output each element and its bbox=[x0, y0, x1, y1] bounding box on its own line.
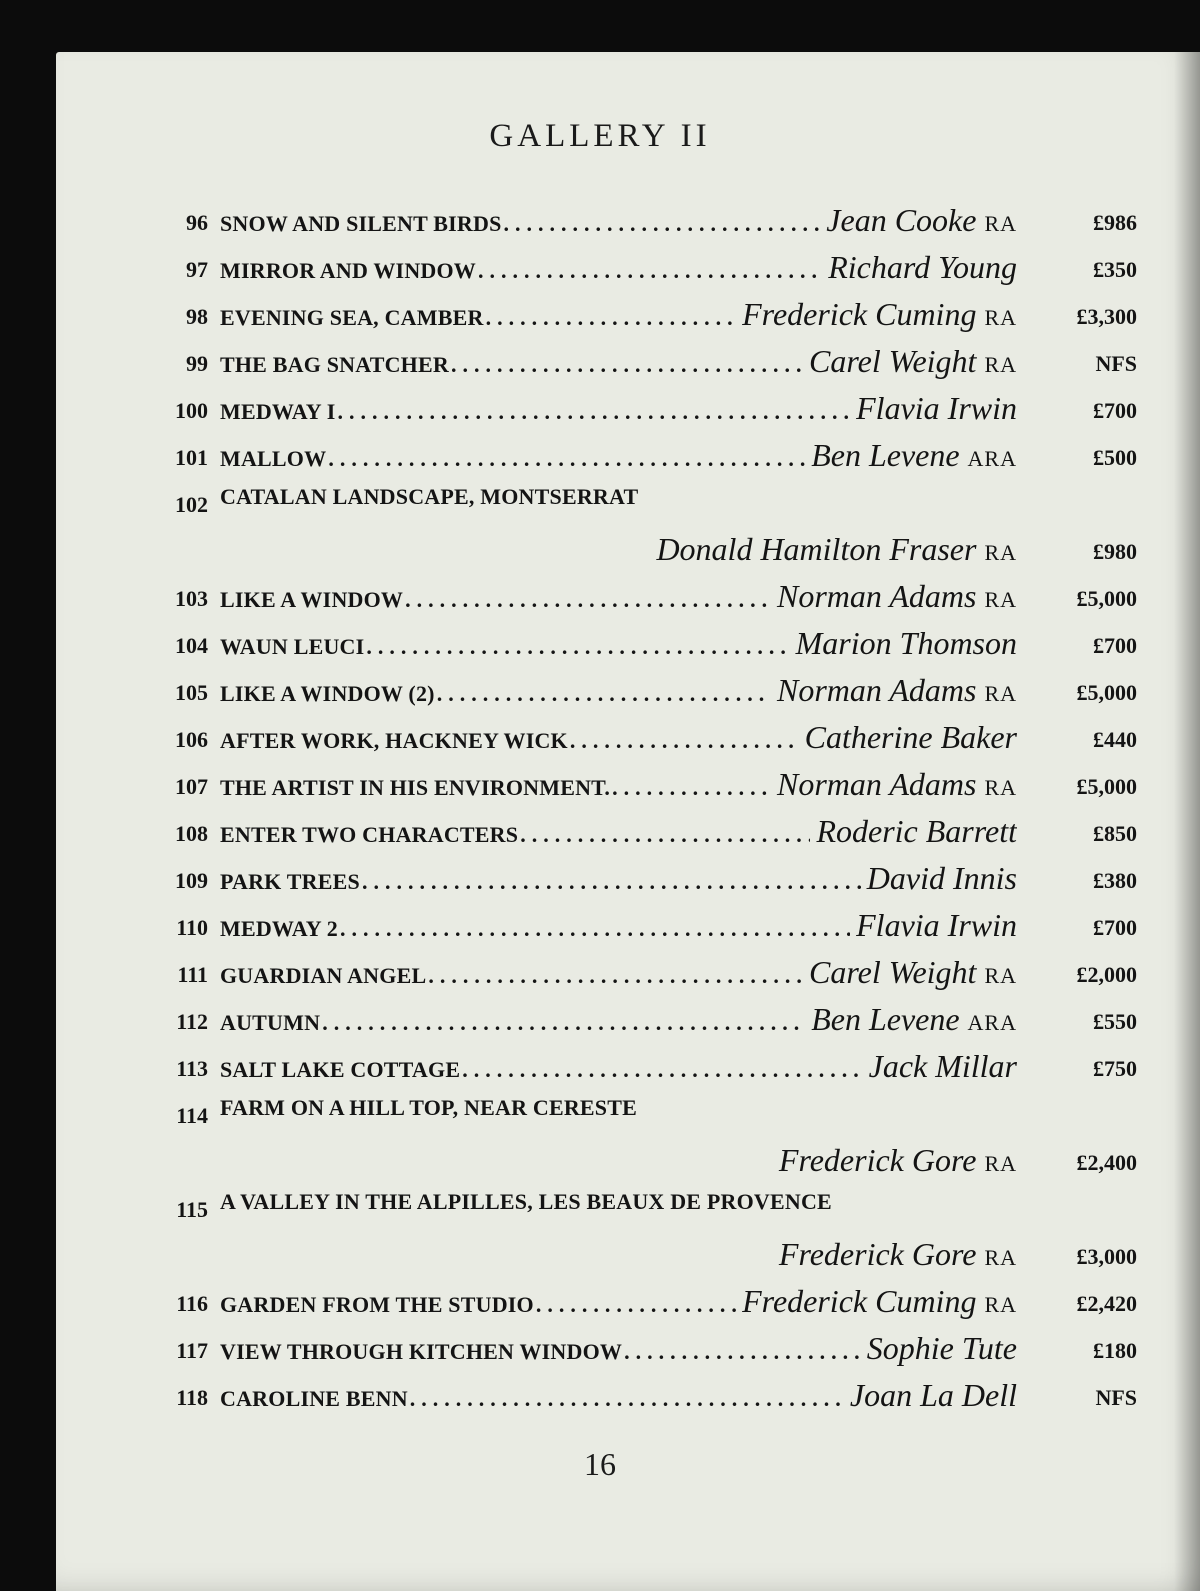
entry-artist: Frederick Cuming bbox=[742, 1283, 977, 1319]
entry-price: £980 bbox=[1093, 539, 1137, 564]
entry-artist: David Innis bbox=[866, 860, 1017, 896]
catalogue-entry bbox=[0, 384, 1200, 430]
entry-title: MEDWAY I bbox=[220, 399, 336, 424]
entry-artist: Frederick Cuming bbox=[742, 296, 977, 332]
entry-price: £986 bbox=[1093, 210, 1137, 235]
entry-artist: Ben Levene bbox=[811, 437, 960, 473]
entry-artist-suffix: RA bbox=[984, 540, 1017, 565]
entry-title: SNOW AND SILENT BIRDS bbox=[220, 211, 502, 236]
entry-artist-suffix: RA bbox=[984, 1292, 1017, 1317]
entry-artist: Marion Thomson bbox=[795, 625, 1017, 661]
entry-artist-suffix: RA bbox=[984, 587, 1017, 612]
catalogue-entry bbox=[0, 1089, 1200, 1135]
leader-dots bbox=[462, 1057, 862, 1083]
leader-dots bbox=[405, 587, 771, 613]
entry-number: 117 bbox=[176, 1338, 208, 1363]
entry-title: LIKE A WINDOW (2) bbox=[220, 681, 435, 706]
entry-artist-suffix: RA bbox=[984, 1151, 1017, 1176]
entry-artist-suffix: RA bbox=[984, 963, 1017, 988]
entry-title: EVENING SEA, CAMBER bbox=[220, 305, 484, 330]
leader-dots bbox=[340, 916, 850, 942]
catalogue-entry bbox=[0, 807, 1200, 853]
entry-title: CAROLINE BENN bbox=[220, 1386, 408, 1411]
entry-price: £700 bbox=[1093, 633, 1137, 658]
entry-price: £700 bbox=[1093, 915, 1137, 940]
entry-title: A VALLEY IN THE ALPILLES, LES BEAUX DE PROVENCE bbox=[220, 1189, 832, 1214]
entry-artist: Catherine Baker bbox=[804, 719, 1017, 755]
leader-dots bbox=[624, 1339, 861, 1365]
entry-title: LIKE A WINDOW bbox=[220, 587, 404, 612]
entry-number: 110 bbox=[176, 915, 208, 940]
catalogue-entry bbox=[0, 995, 1200, 1041]
leader-dots bbox=[322, 1010, 805, 1036]
leader-dots bbox=[437, 681, 771, 707]
catalogue-entry bbox=[0, 1183, 1200, 1229]
entry-artist-suffix: RA bbox=[984, 305, 1017, 330]
entry-price: £850 bbox=[1093, 821, 1137, 846]
entry-title: MALLOW bbox=[220, 446, 327, 471]
entry-title: SALT LAKE COTTAGE bbox=[220, 1057, 461, 1082]
leader-dots bbox=[486, 305, 737, 331]
leader-dots bbox=[451, 352, 803, 378]
entry-number: 101 bbox=[175, 445, 208, 470]
entry-artist: Roderic Barrett bbox=[816, 813, 1017, 849]
catalogue-entry-continued bbox=[0, 1230, 1200, 1276]
entry-artist: Ben Levene bbox=[811, 1001, 960, 1037]
entry-artist: Carel Weight bbox=[809, 343, 977, 379]
entry-number: 108 bbox=[175, 821, 208, 846]
catalogue-entry-continued bbox=[0, 525, 1200, 571]
entry-price: £440 bbox=[1093, 727, 1137, 752]
entry-price: £380 bbox=[1093, 868, 1137, 893]
entry-number: 104 bbox=[175, 633, 208, 658]
entry-artist-suffix: RA bbox=[984, 211, 1017, 236]
entry-price: £750 bbox=[1093, 1056, 1137, 1081]
entry-artist: Frederick Gore bbox=[778, 1236, 977, 1272]
catalogue-entry bbox=[0, 619, 1200, 665]
entry-price: £2,000 bbox=[1076, 962, 1137, 987]
leader-dots bbox=[410, 1386, 844, 1412]
entry-artist: Sophie Tute bbox=[866, 1330, 1017, 1366]
leader-dots bbox=[612, 775, 771, 801]
entry-artist: Norman Adams bbox=[777, 578, 977, 614]
entry-price: £5,000 bbox=[1076, 586, 1137, 611]
entry-artist: Flavia Irwin bbox=[856, 907, 1017, 943]
entry-number: 98 bbox=[186, 304, 208, 329]
entry-title: VIEW THROUGH KITCHEN WINDOW bbox=[220, 1339, 623, 1364]
leader-dots bbox=[520, 822, 810, 848]
entry-artist: Norman Adams bbox=[777, 672, 977, 708]
entry-artist-suffix: RA bbox=[984, 681, 1017, 706]
entry-price: £5,000 bbox=[1076, 774, 1137, 799]
catalogue-entry bbox=[0, 243, 1200, 289]
entry-number: 109 bbox=[175, 868, 208, 893]
entry-artist: Jean Cooke bbox=[826, 202, 977, 238]
entry-artist: Carel Weight bbox=[809, 954, 977, 990]
catalogue-entry bbox=[0, 290, 1200, 336]
entry-title: FARM ON A HILL TOP, NEAR CERESTE bbox=[220, 1095, 637, 1120]
entry-title: MEDWAY 2 bbox=[220, 916, 338, 941]
entry-artist-suffix: RA bbox=[984, 1245, 1017, 1270]
leader-dots bbox=[536, 1292, 736, 1318]
leader-dots bbox=[504, 211, 821, 237]
entry-number: 113 bbox=[176, 1056, 208, 1081]
entry-title: WAUN LEUCI bbox=[220, 634, 365, 659]
entry-title: ENTER TWO CHARACTERS bbox=[220, 822, 519, 847]
catalogue-entry bbox=[0, 1042, 1200, 1088]
leader-dots bbox=[366, 634, 789, 660]
entry-price: £180 bbox=[1093, 1338, 1137, 1363]
entry-price: £2,400 bbox=[1076, 1150, 1137, 1175]
catalogue-entry bbox=[0, 760, 1200, 806]
entry-artist-suffix: RA bbox=[984, 352, 1017, 377]
catalogue-entry bbox=[0, 1371, 1200, 1417]
entry-number: 103 bbox=[175, 586, 208, 611]
entry-title: MIRROR AND WINDOW bbox=[220, 258, 477, 283]
entry-price: £3,300 bbox=[1076, 304, 1137, 329]
entry-artist-suffix: ARA bbox=[967, 446, 1017, 471]
entry-number: 105 bbox=[175, 680, 208, 705]
catalogue-entry bbox=[0, 1324, 1200, 1370]
entry-price: £550 bbox=[1093, 1009, 1137, 1034]
entry-title: AFTER WORK, HACKNEY WICK bbox=[220, 728, 568, 753]
entry-number: 118 bbox=[176, 1385, 208, 1410]
entry-price: £5,000 bbox=[1076, 680, 1137, 705]
entry-number: 116 bbox=[176, 1291, 208, 1316]
leader-dots bbox=[478, 258, 822, 284]
entry-price: £350 bbox=[1093, 257, 1137, 282]
catalogue-entry-continued bbox=[0, 1136, 1200, 1182]
entry-price: £3,000 bbox=[1076, 1244, 1137, 1269]
catalogue-entry bbox=[0, 948, 1200, 994]
catalogue-entry bbox=[0, 713, 1200, 759]
entry-number: 115 bbox=[176, 1197, 208, 1222]
entry-artist-suffix: ARA bbox=[967, 1010, 1017, 1035]
entry-number: 99 bbox=[186, 351, 208, 376]
catalogue-entry bbox=[0, 666, 1200, 712]
entry-number: 97 bbox=[186, 257, 208, 282]
entry-price: £700 bbox=[1093, 398, 1137, 423]
catalogue-entry bbox=[0, 901, 1200, 947]
leader-dots bbox=[338, 399, 851, 425]
entry-number: 114 bbox=[176, 1103, 208, 1128]
entry-title: CATALAN LANDSCAPE, MONTSERRAT bbox=[220, 484, 639, 509]
leader-dots bbox=[362, 869, 861, 895]
catalogue-entry bbox=[0, 572, 1200, 618]
entry-title: PARK TREES bbox=[220, 869, 360, 894]
entry-artist-suffix: RA bbox=[984, 775, 1017, 800]
leader-dots bbox=[570, 728, 799, 754]
entry-artist: Jack Millar bbox=[868, 1048, 1017, 1084]
entry-artist: Norman Adams bbox=[777, 766, 977, 802]
entry-number: 112 bbox=[176, 1009, 208, 1034]
entry-price: NFS bbox=[1095, 351, 1137, 376]
entry-number: 100 bbox=[175, 398, 208, 423]
leader-dots bbox=[428, 963, 803, 989]
entry-number: 111 bbox=[177, 962, 208, 987]
catalogue-entry bbox=[0, 478, 1200, 524]
entry-artist: Richard Young bbox=[828, 249, 1017, 285]
catalogue-entry bbox=[0, 1277, 1200, 1323]
catalogue-entry bbox=[0, 196, 1200, 242]
entry-price: £500 bbox=[1093, 445, 1137, 470]
page-number: 16 bbox=[584, 1446, 616, 1482]
catalogue-entry bbox=[0, 337, 1200, 383]
entry-title: GARDEN FROM THE STUDIO bbox=[220, 1292, 534, 1317]
entry-artist: Donald Hamilton Fraser bbox=[656, 531, 977, 567]
entry-title: THE BAG SNATCHER bbox=[220, 352, 449, 377]
entry-price: £2,420 bbox=[1076, 1291, 1137, 1316]
catalogue-entry bbox=[0, 431, 1200, 477]
entry-number: 106 bbox=[175, 727, 208, 752]
entry-title: AUTUMN bbox=[220, 1010, 321, 1035]
entry-price: NFS bbox=[1095, 1385, 1137, 1410]
entry-artist: Joan La Dell bbox=[849, 1377, 1017, 1413]
page-title: GALLERY II bbox=[489, 118, 711, 154]
entry-number: 102 bbox=[175, 492, 208, 517]
leader-dots bbox=[328, 446, 805, 472]
entry-number: 107 bbox=[175, 774, 208, 799]
entry-artist: Frederick Gore bbox=[778, 1142, 977, 1178]
entry-title: GUARDIAN ANGEL bbox=[220, 963, 427, 988]
entry-number: 96 bbox=[186, 210, 208, 235]
catalogue-entry bbox=[0, 854, 1200, 900]
entry-artist: Flavia Irwin bbox=[856, 390, 1017, 426]
entry-title: THE ARTIST IN HIS ENVIRONMENT. bbox=[220, 775, 611, 800]
